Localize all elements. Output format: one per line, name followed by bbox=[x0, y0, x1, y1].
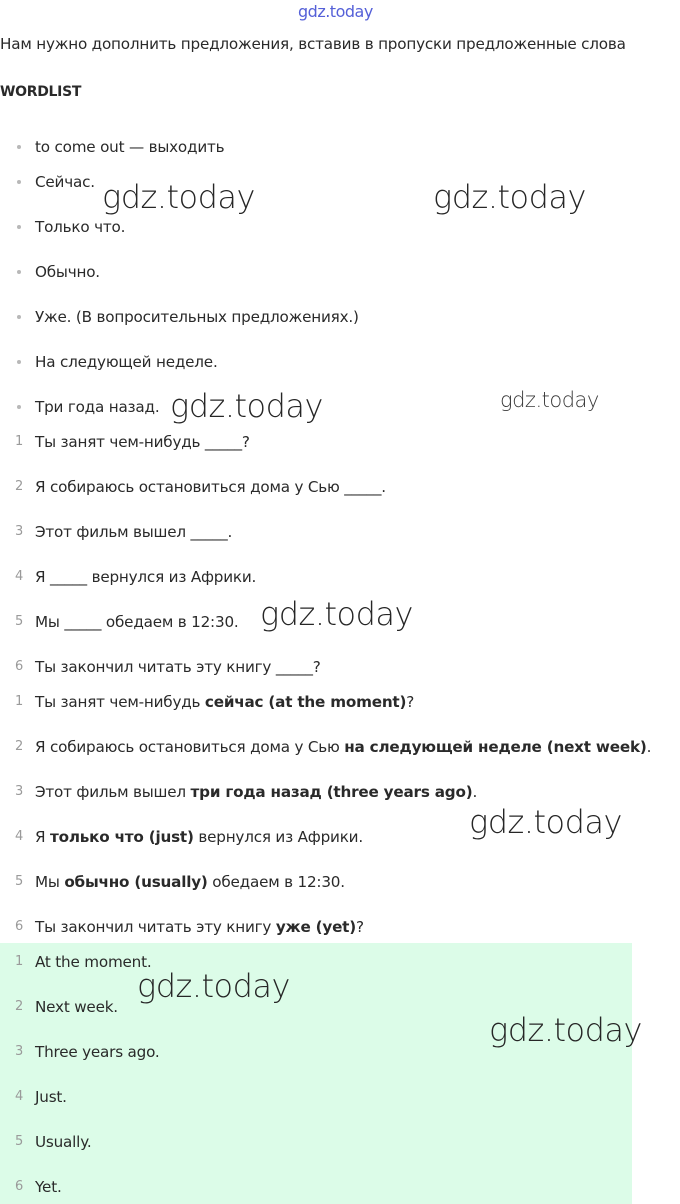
bullet-icon bbox=[17, 180, 21, 184]
watermark: gdz.today bbox=[137, 967, 290, 1005]
watermark: gdz.today bbox=[170, 387, 323, 425]
answers-section bbox=[0, 943, 632, 1204]
watermark: gdz.today bbox=[433, 178, 586, 216]
bullet-icon bbox=[17, 360, 21, 364]
bullet-icon bbox=[17, 225, 21, 229]
watermark: gdz.today bbox=[500, 388, 599, 412]
bullet-icon bbox=[17, 405, 21, 409]
site-link[interactable]: gdz.today bbox=[298, 2, 373, 21]
wordlist-heading: WORDLIST bbox=[0, 84, 82, 100]
bullet-icon bbox=[17, 270, 21, 274]
watermark: gdz.today bbox=[260, 595, 413, 633]
watermark: gdz.today bbox=[102, 178, 255, 216]
bullet-icon bbox=[17, 315, 21, 319]
intro-text: Нам нужно дополнить предложения, вставив в пропуски предложенные слова bbox=[0, 35, 626, 53]
watermark: gdz.today bbox=[469, 803, 622, 841]
bullet-icon bbox=[17, 145, 21, 149]
watermark: gdz.today bbox=[489, 1011, 642, 1049]
